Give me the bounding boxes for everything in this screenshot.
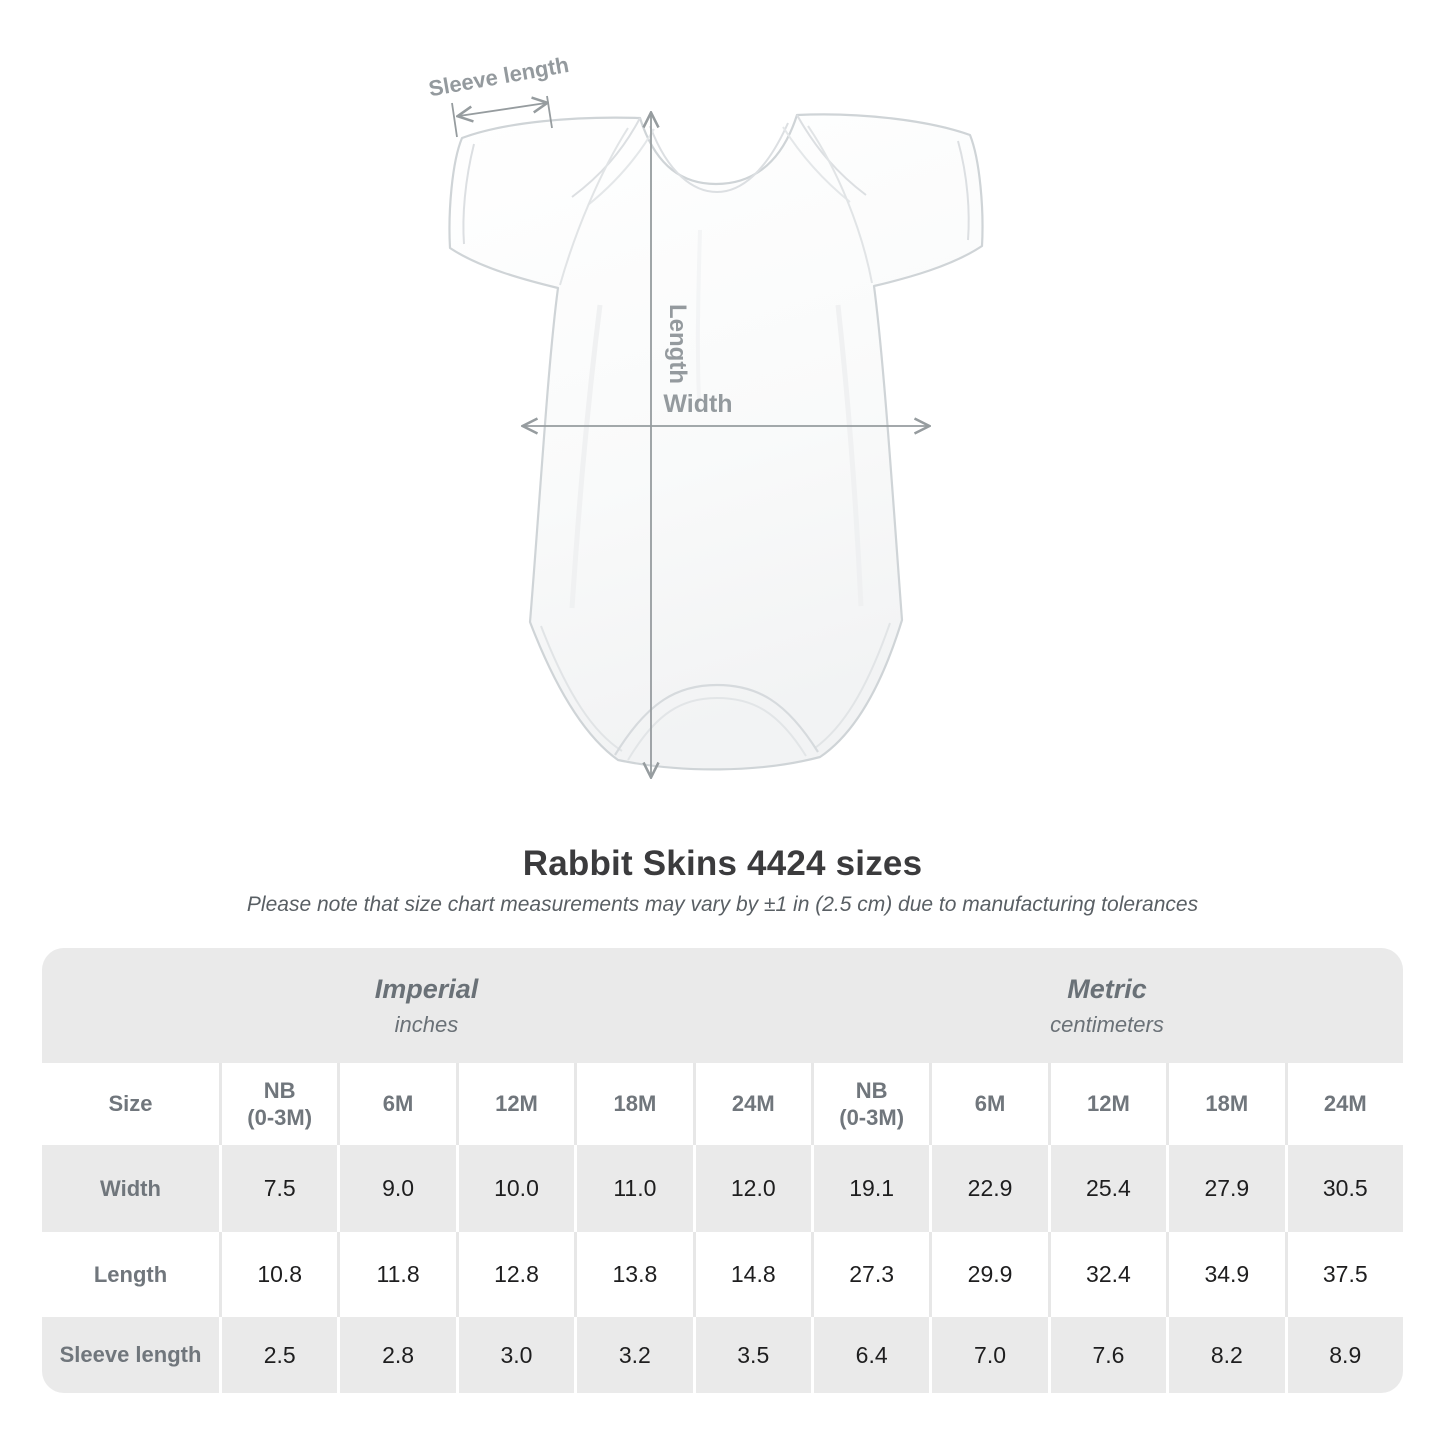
sleeve-length-label: Sleeve length <box>426 51 571 102</box>
cell: 12.0 <box>693 1145 811 1232</box>
cell: 13.8 <box>574 1232 692 1317</box>
cell: 19.1 <box>811 1145 929 1232</box>
row-label: Width <box>42 1145 219 1232</box>
cell: 7.6 <box>1048 1317 1166 1393</box>
cell: 11.0 <box>574 1145 692 1232</box>
column-header: 24M <box>693 1063 811 1145</box>
length-label: Length <box>664 304 691 384</box>
size-corner-label: Size <box>42 1063 219 1145</box>
cell: 10.0 <box>456 1145 574 1232</box>
cell: 30.5 <box>1285 1145 1403 1232</box>
column-header: 18M <box>574 1063 692 1145</box>
column-header: 18M <box>1166 1063 1284 1145</box>
cell: 10.8 <box>219 1232 337 1317</box>
cell: 14.8 <box>693 1232 811 1317</box>
cell: 32.4 <box>1048 1232 1166 1317</box>
cell: 25.4 <box>1048 1145 1166 1232</box>
column-header: 24M <box>1285 1063 1403 1145</box>
cell: 29.9 <box>929 1232 1047 1317</box>
metric-group-header <box>811 948 1403 1063</box>
column-header: 6M <box>929 1063 1047 1145</box>
cell: 3.0 <box>456 1317 574 1393</box>
column-header: NB (0-3M) <box>219 1063 337 1145</box>
cell: 34.9 <box>1166 1232 1284 1317</box>
row-label: Sleeve length <box>42 1317 219 1393</box>
cell: 2.5 <box>219 1317 337 1393</box>
cell: 2.8 <box>337 1317 455 1393</box>
cell: 37.5 <box>1285 1232 1403 1317</box>
cell: 12.8 <box>456 1232 574 1317</box>
column-header: 12M <box>456 1063 574 1145</box>
cell: 8.2 <box>1166 1317 1284 1393</box>
tolerance-note: Please note that size chart measurements may vary by ±1 in (2.5 cm) due to manufacturing tolerances <box>246 893 1199 916</box>
metric-label: Metric <box>1067 973 1147 1004</box>
imperial-unit: inches <box>394 1011 459 1037</box>
width-label: Width <box>663 390 733 418</box>
column-header: 12M <box>1048 1063 1166 1145</box>
size-header-row <box>42 1063 1403 1145</box>
unit-band-row <box>42 948 1403 1063</box>
size-table <box>42 948 1403 1393</box>
column-header: NB (0-3M) <box>811 1063 929 1145</box>
cell: 9.0 <box>337 1145 455 1232</box>
cell: 27.3 <box>811 1232 929 1317</box>
cell: 27.9 <box>1166 1145 1284 1232</box>
table-row-sleeve-length <box>42 1317 1403 1393</box>
metric-unit: centimeters <box>1050 1011 1164 1037</box>
table-row-width <box>42 1145 1403 1232</box>
cell: 3.5 <box>693 1317 811 1393</box>
cell: 11.8 <box>337 1232 455 1317</box>
cell: 22.9 <box>929 1145 1047 1232</box>
imperial-group-header <box>42 948 811 1063</box>
cell: 6.4 <box>811 1317 929 1393</box>
page-title: Rabbit Skins 4424 sizes <box>522 844 923 883</box>
row-label: Length <box>42 1232 219 1317</box>
onesie-body <box>450 114 983 769</box>
imperial-label: Imperial <box>374 973 479 1004</box>
column-header: 6M <box>337 1063 455 1145</box>
table-row-length <box>42 1232 1403 1317</box>
cell: 7.5 <box>219 1145 337 1232</box>
cell: 8.9 <box>1285 1317 1403 1393</box>
cell: 7.0 <box>929 1317 1047 1393</box>
cell: 3.2 <box>574 1317 692 1393</box>
